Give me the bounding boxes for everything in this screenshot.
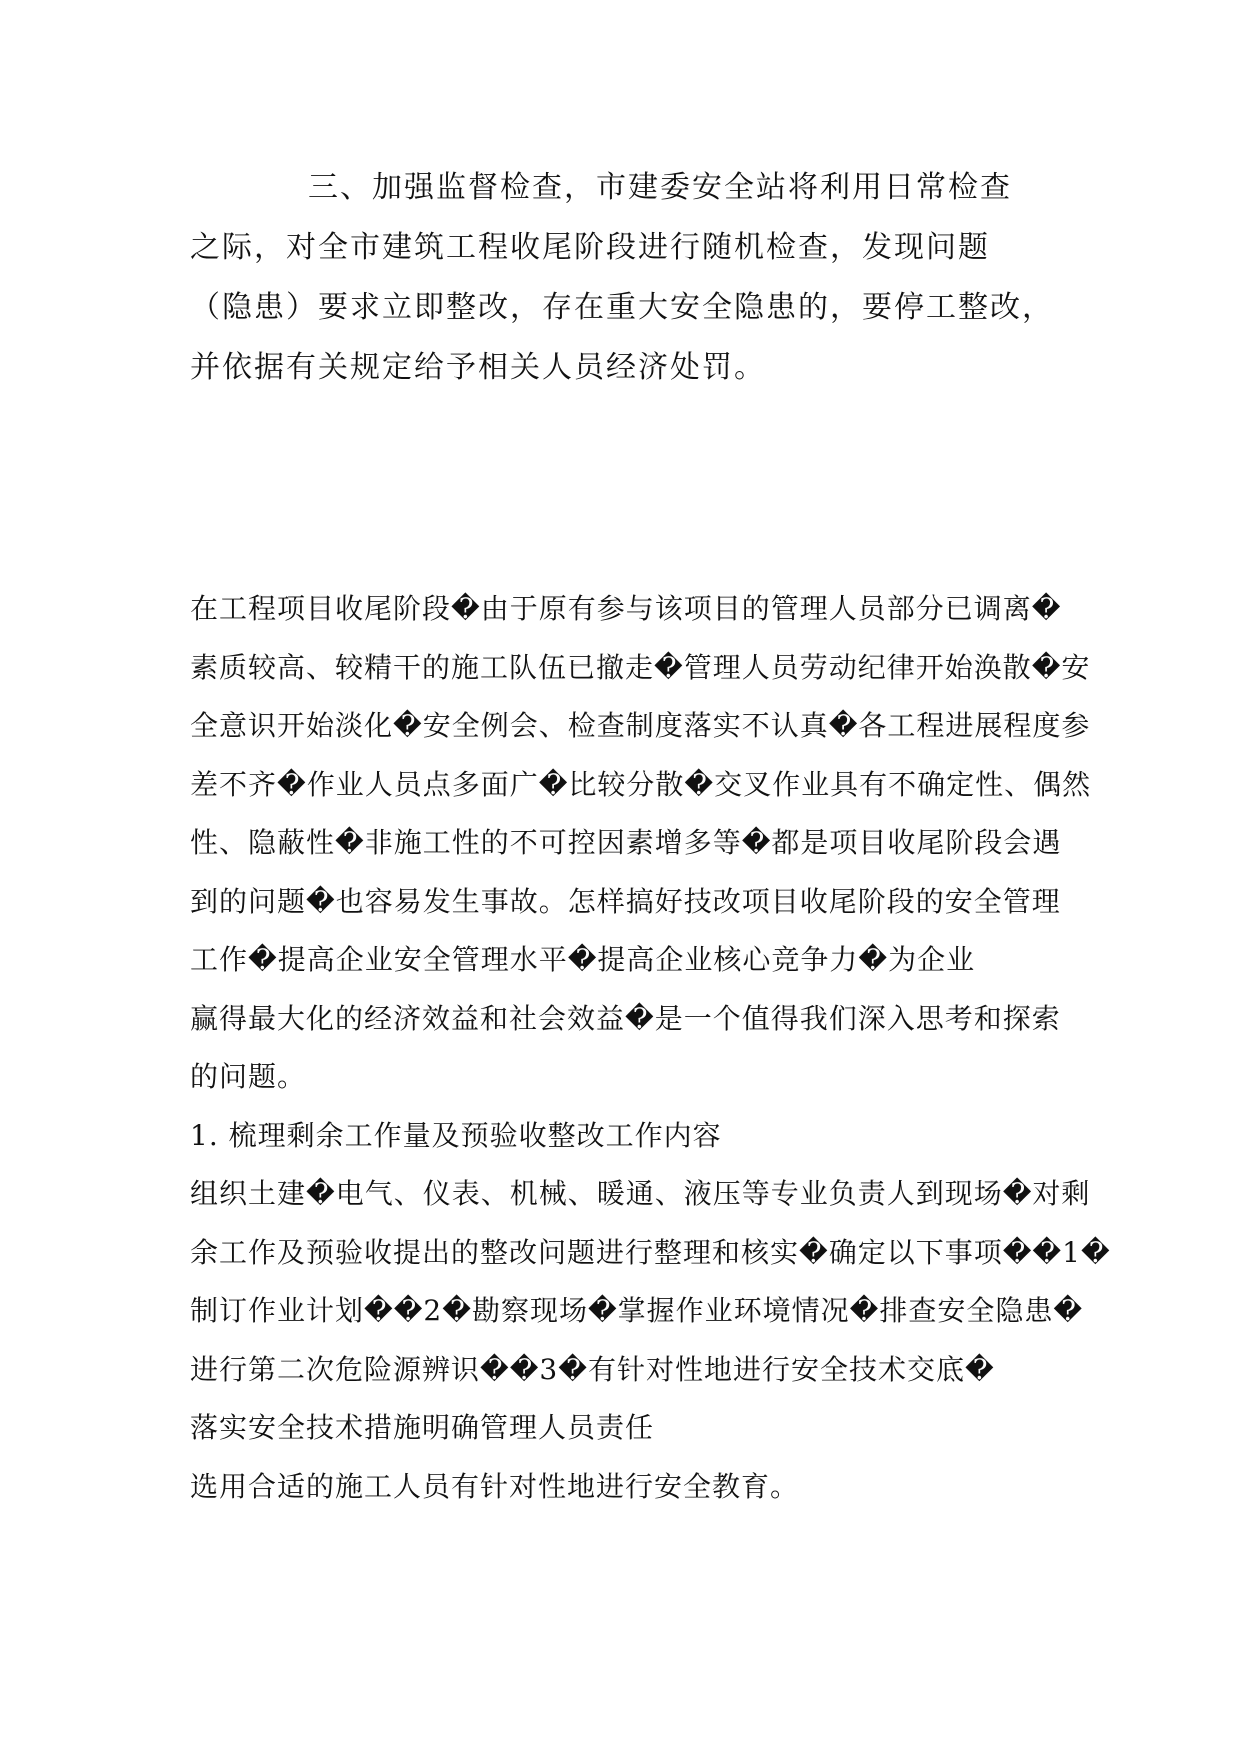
body-line: 余工作及预验收提出的整改问题进行整理和核实�确定以下事项��1� [190,1235,1111,1269]
paragraph-line: 三、加强监督检查，市建委安全站将利用日常检查 [308,170,1012,205]
body-line: 素质较高、较精干的施工队伍已撤走�管理人员劳动纪律开始涣散�安 [190,650,1091,684]
section-heading: 1. 梳理剩余工作量及预验收整改工作内容 [190,1118,722,1152]
body-line: 落实安全技术措施明确管理人员责任 [190,1411,655,1444]
paragraph-line: （隐患）要求立即整改，存在重大安全隐患的，要停工整改， [190,290,1054,325]
body-line: 的问题。 [190,1060,307,1093]
body-line: 差不齐�作业人员点多面广�比较分散�交叉作业具有不确定性、偶然 [190,767,1092,801]
inspection-paragraph [190,158,1060,398]
body-line: 进行第二次危险源辨识��3�有针对性地进行安全技术交底� [190,1352,995,1386]
paragraph-line: 之际，对全市建筑工程收尾阶段进行随机检查，发现问题 [190,230,990,265]
body-line: 制订作业计划��2�勘察现场�掌握作业环境情况�排查安全隐患� [190,1294,1084,1327]
body-line: 选用合适的施工人员有针对性地进行安全教育。 [190,1469,800,1503]
body-line: 在工程项目收尾阶段�由于原有参与该项目的管理人员部分已调离� [190,592,1062,625]
body-line: 工作�提高企业安全管理水平�提高企业核心竞争力�为企业 [190,943,976,976]
body-line: 赢得最大化的经济效益和社会效益�是一个值得我们深入思考和探索 [190,1001,1061,1035]
paragraph-line: 并依据有关规定给予相关人员经济处罚。 [190,350,766,385]
body-line: 性、隐蔽性�非施工性的不可控因素增多等�都是项目收尾阶段会遇 [190,826,1062,859]
body-line: 全意识开始淡化�安全例会、检查制度落实不认真�各工程进展程度参 [190,709,1091,742]
body-line: 到的问题�也容易发生事故。怎样搞好技改项目收尾阶段的安全管理 [190,884,1061,918]
closing-stage-text [190,580,1111,1516]
body-line: 组织土建�电气、仪表、机械、暖通、液压等专业负责人到现场�对剩 [190,1177,1091,1210]
